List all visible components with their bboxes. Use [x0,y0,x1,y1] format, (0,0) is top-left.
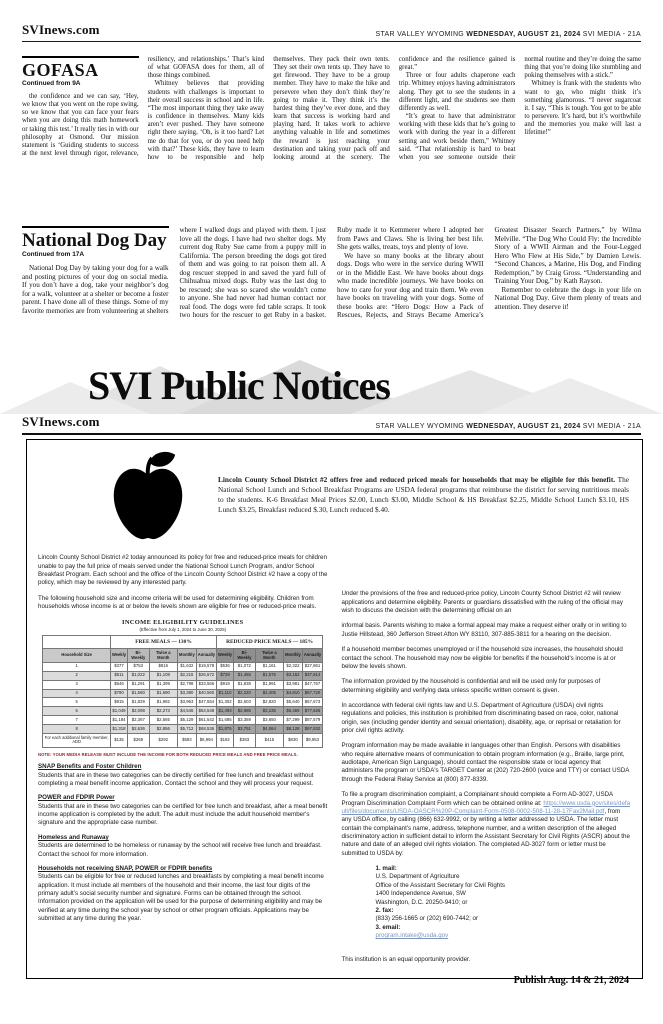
income-value-cell: $536 [217,662,234,671]
section-heading: POWER and FDPIR Power [38,794,115,802]
income-value-cell: $919 [217,680,234,689]
income-value-cell: $3,369 [234,716,256,725]
complaint-text-after: , from any USDA office, by calling (866) 632-9992, or by writing a letter addressed to USDA. The letter must contain the complainant's name, address, telephone number, and a written description of the alleged discriminatory action in sufficient detail to inform the Assistant Secretary for Civil Rights (ASCR) about the nature and date of an alleged civil rights violation. The completed AD-3027 form or letter must be submitted to USDA by: [341,807,630,857]
method-line: (833) 256-1665 or (202) 690-7442; or [375,915,479,923]
notice-right-column [342,554,632,985]
paragraph: Under the provisions of the free and reduced-price policy, Lincoln County School District #2 will review applications and determine eligibility. Parents or guardians dissatisfied with the ruling of the official may wish to discuss the decision with the determining official on an [341,590,623,615]
household-size-cell: 8 [43,725,111,734]
income-value-cell: $3,751 [234,725,256,734]
notice-columns [38,554,631,985]
income-value-cell: $1,399 [149,680,177,689]
dateline-date-2: WEDNESDAY, AUGUST 21, 2024 [466,423,581,430]
column-header: Twice a Month [255,649,283,662]
section-power [38,794,328,827]
paragraph: In accordance with federal civil rights law and U.S. Department of Agriculture (USDA) civil rights regulations and policies, this institution is prohibited from discriminating based on race, color, national origin, sex (including gender identity and sexual orientation), disability, age, or reprisal or retaliation for prior civil rights activity. [341,701,621,735]
income-value-cell: $1,049 [110,707,127,716]
income-value-cell: $728 [217,671,234,680]
table-row [43,698,323,707]
income-value-cell: $61,542 [196,716,216,725]
income-value-cell: $4,546 [178,707,197,716]
dateline-location-2: STAR VALLEY WYOMING [375,423,467,430]
income-value-cell: $1,108 [149,671,177,680]
income-value-cell: $1,991 [255,680,283,689]
household-size-cell: 7 [43,716,111,725]
income-value-cell: $2,798 [178,680,197,689]
article-gofasa-title: GOFASA [22,60,99,80]
household-size-cell: 1 [43,662,111,671]
income-value-cell: $7,299 [284,716,303,725]
section-body: Students can be eligible for free or reduced lunches and breakfasts by completing a meal benefit income application. It must include all members of the household and their income, the last four digits of the primary adult's social security number and signature. Forms can be obtained through the school. Information provided on the application will be used for the purpose of determining eligibility and may be verified at any time during the school year by school or other program officials. Applications may be submitted at any time during the year. [38,873,324,923]
method-label: 3. email: [375,923,401,931]
income-value-cell: $77,626 [302,707,322,716]
income-value-cell: $67,673 [302,698,322,707]
article-dog-day-title: National Dog Day [22,230,167,251]
complaint-paragraph [342,791,632,858]
household-size-cell: 4 [43,689,111,698]
income-value-cell: $292 [149,734,177,747]
income-value-cell: $415 [255,734,283,747]
income-value-cell: $6,994 [196,734,216,747]
income-value-cell: $1,576 [255,671,283,680]
income-value-cell: $19,578 [196,662,216,671]
income-value-cell: $1,685 [217,716,234,725]
paragraph: “It’s great to have that administrator working with these kids that he’s going to work with during the year in a different setting and work beside them,” Whitney said. “That relationship is hard to beat when you see someone outside their normal routine and they’re doing the same thing that you’re doing like stumbling and poking themselves with a stick.” [398,56,641,161]
equal-opportunity-statement: This institution is an equal opportunity provider. [341,956,471,964]
income-value-cell: $3,235 [255,707,283,716]
paragraph: Whitney believes that providing students with challenges is important to their overall success in school and in life. “The most important thing they take away is confidence in themselves. Many kids aren’t ever pushed. They have someone right there saying, ‘Oh, is it too hard? Let me do that for you, or do you need help with that?’ These kids, they have to learn how to be responsible and help themselves. They pack their own tents. They set their own tents up. They have to get firewood. They have to be a group member. They have to make the hike and persevere when they don’t think they’re going to make it. They think it’s the hardest thing they’ve ever done, and they learn that success is working hard and playing hard. It takes work to achieve anything valuable in life and sometimes the reward is just reaching your destination and taking your pack off and looking around at the scenery. The confidence and the resilience gained is great.” [147,56,516,161]
method-line: Office of the Assistant Secretary for Civil Rights [375,881,506,889]
income-value-cell: $33,566 [196,680,216,689]
paragraph: Program information may be made available in languages other than English. Persons with disabilities who require alternative means of communication to obtain program information (e.g., Braille, large print, audiotape, American Sign Language), should contact the responsible state or local agency that administers the program or USDA's TARGET Center at (202) 720-2600 (voice and TTY) or contact USDA through the Federal Relay Service at (800) 877-8339. [341,742,630,783]
income-value-cell: $97,532 [302,725,322,734]
income-value-cell: $3,981 [284,680,303,689]
table-row [43,725,323,734]
income-value-cell: $1,184 [110,716,127,725]
income-value-cell: $383 [234,734,256,747]
paragraph: Remember to celebrate the dogs in your life on National Dog Day. Give them plenty of treats and attention. They deserve it! [494,285,641,311]
paragraph: We have so many books at the library about dogs. Dogs who were in the service during WWII or in the Middle East. We have books about dogs who made incredible journeys. We have books on how to care for your dog and train them. We even have books on traveling with your dogs. Some of these books are: “Hero Dogs: How a Pack of Rescues, Rejects, and Strays Became America’s Greatest Disaster Search Partners,” by Wilma Melville. “The Dog Who Could Fly: the Incredible Story of a WWII Airman and the Four-Legged Hero Who Flew at His Side,” by Damien Lewis. “Second Chances, a Marine, His Dog, and Finding Redemption,” by Craig Gross. “Understanding and Training Your Dog,” by Kath Rayson. [337,226,641,319]
publish-dates: Publish Aug. 14 & 21, 2024 [513,974,629,986]
dateline-date: WEDNESDAY, AUGUST 21, 2024 [466,31,581,38]
household-size-cell: For each additional family member, ADD [43,734,111,747]
income-value-cell: $2,603 [234,698,256,707]
table-title: INCOME ELIGIBILITY GUIDELINES [121,618,244,626]
income-value-cell: $1,455 [234,671,256,680]
dateline-media: SVI MEDIA - 21A [580,31,641,38]
notices-header [22,414,641,435]
income-value-cell: $646 [110,680,127,689]
table-row [43,716,323,725]
income-value-cell: $1,318 [110,725,127,734]
income-value-cell: $2,405 [255,689,283,698]
column-header: Twice a Month [149,649,177,662]
public-notices-banner [0,360,663,414]
table-subtitle: (Effective from July 1, 2024 to June 30, 2025) [139,626,227,632]
income-value-cell: $1,493 [217,707,234,716]
income-value-cell: $2,565 [149,716,177,725]
table-row [43,734,323,747]
column-header: Bi-Weekly [234,649,256,662]
paragraph: the confidence and we can say, ‘Hey, we know that you went on the rope swing, so we know that you can face your fears when you are doing this math homework or taking this test.’ It really ties in with our philosophy at Osmond. Our mission statement is ‘Guiding students to success at the next level through rigor, relevance, resiliency, and relationships.’ That’s kind of what GOFASA does for them, all of those things combined. [22,56,265,158]
income-value-cell: $37,814 [302,671,322,680]
notice-intro-row [38,450,631,545]
household-size-header: Household Size [43,649,111,662]
household-size-cell: 2 [43,671,111,680]
income-value-cell: $47,767 [302,680,322,689]
income-value-cell: $5,640 [284,698,303,707]
income-value-cell: $26,572 [196,671,216,680]
media-release-note: NOTE: YOUR MEDIA RELEASE MUST INCLUDE THE INCOME FOR BOTH REDUCED PRICE MEALS AND FREE PRICE MEALS. [38,751,298,757]
income-value-cell: $3,963 [178,698,197,707]
masthead-2: SVInews.com [22,414,100,429]
income-value-cell: $1,072 [234,662,256,671]
table-row [43,689,323,698]
income-value-cell: $8,128 [284,725,303,734]
article-gofasa [22,56,641,216]
income-value-cell: $5,129 [178,716,197,725]
household-size-cell: 6 [43,707,111,716]
apple-icon [108,450,188,545]
complaint-form-link[interactable]: https://www.usda.gov/sites/default/files/documents/USDA-OASCR%20P-Complaint-Form-0508-0002-508-11-28-17Fax2Mail.pdf [341,799,631,815]
household-size-cell: 5 [43,698,111,707]
paragraph: Three or four adults chaperone each trip. Whitney enjoys having administrators along. They get to see the students in a different light, and the students see them differently as well. [398,72,516,112]
complaint-methods [376,865,632,940]
paragraph: informal basis. Parents wishing to make a formal appeal may make a request either orally or in writing to Justie Hillstead, 360 Jefferson Street Afton WY 83110, 307-885-3811 for a hearing on the decision. [341,622,627,638]
income-value-cell: $1,291 [128,680,150,689]
income-value-cell: $1,690 [149,689,177,698]
income-value-cell: $3,650 [255,716,283,725]
article-gofasa-continued: Continued from 9A [22,80,81,87]
article-dog-day [22,226,641,352]
income-value-cell: $5,712 [178,725,197,734]
income-value-cell: $47,554 [196,698,216,707]
income-value-cell: $2,636 [128,725,150,734]
notice-intro-rest: The National School Lunch and School Breakfast Programs are USDA federal programs that reimburse the district for serving nutritious meals to the students. K-6 Breakfast Meal Prices $2.00, Lunch $3.00, Middle School & HS Breakfast $2.25, Middle School Lunch $3.10, HS Lunch $3.25, Breakfast reduced $.30, Lunch reduced $.40. [218,475,629,514]
section-heading: Homeless and Runaway [38,833,109,841]
income-value-cell: $4,810 [284,689,303,698]
income-eligibility-table [42,635,323,747]
income-value-cell: $1,982 [149,698,177,707]
page-header [22,22,641,42]
usda-email-link[interactable]: program.intake@usda.gov [375,931,449,939]
column-header: Annually [196,649,216,662]
masthead: SVInews.com [22,22,100,37]
income-value-cell: $192 [217,734,234,747]
income-value-cell: $269 [128,734,150,747]
income-value-cell: $1,560 [128,689,150,698]
income-value-cell: $2,215 [178,671,197,680]
column-header: Monthly [284,649,303,662]
notice-left-column [38,554,328,985]
table-row [43,680,323,689]
method-line: 1400 Independence Avenue, SW [375,890,466,898]
dateline-2 [376,423,642,430]
section-body: Students are determined to be homeless or runaway by the school will receive free lunch and breakfast. Contact the school for more information. [38,842,322,858]
method-label: 1. mail: [375,865,397,873]
dateline-location: STAR VALLEY WYOMING [375,31,467,38]
income-value-cell: $1,022 [128,671,150,680]
income-value-cell: $2,322 [284,662,303,671]
income-value-cell: $753 [128,662,150,671]
income-value-cell: $9,953 [302,734,322,747]
income-value-cell: $27,861 [302,662,322,671]
table-row [43,671,323,680]
income-value-cell: $1,632 [178,662,197,671]
column-header: Weekly [217,649,234,662]
section-body: Students that are in these two categories can be directly certified for free lunch and breakfast without completing a meal benefit income application. Contact the school and they will process your request. [38,771,314,788]
article-dog-day-continued: Continued from 17A [22,251,85,258]
section-heading: SNAP Benefits and Foster Children [38,763,142,771]
column-header: Bi-Weekly [128,649,150,662]
income-value-cell: $2,820 [255,698,283,707]
income-value-cell: $2,098 [128,707,150,716]
income-value-cell: $1,110 [217,689,234,698]
income-value-cell: $830 [284,734,303,747]
column-header: Annually [302,649,322,662]
table-row [43,662,323,671]
legal-notice-box [26,439,643,986]
income-value-cell: $3,380 [178,689,197,698]
section-snap [38,763,328,788]
notice-intro [218,475,629,545]
income-value-cell: $54,548 [196,707,216,716]
corner-cell [43,636,111,649]
column-header: Monthly [178,649,197,662]
section-heading: Households not receiving SNAP, POWER or FDPIR benefits [38,864,213,872]
income-value-cell: $135 [110,734,127,747]
paragraph: The following household size and income criteria will be used for determining eligibility. Children from households whose income is at or below the levels shown are eligible for free or reduced-price meals. [38,594,317,611]
income-value-cell: $2,220 [234,689,256,698]
table-group-header-row [43,636,323,649]
paragraph: Whitney is frank with the students who want to go, who might think it’s something glamorous. “I never sugarcoat it. I say, “This is tough. You got to be able to persevere. It’s hard, but it’s worthwhile and the memories you make will last a lifetime!” [524,80,641,137]
income-value-cell: $1,161 [255,662,283,671]
notice-intro-lead: Lincoln County School District #2 offers free and reduced priced meals for households that may be eligible for this benefit. [218,475,616,484]
income-value-cell: $2,273 [149,707,177,716]
household-size-cell: 3 [43,680,111,689]
public-notices-title: SVI Public Notices [88,363,390,408]
income-value-cell: $4,064 [255,725,283,734]
article-gofasa-headline [22,56,139,87]
income-value-cell: $2,367 [128,716,150,725]
method-line: Washington, D.C. 20250-9410; or [375,898,468,906]
income-value-cell: $6,469 [284,707,303,716]
section-body: Students that are in these two categories can be certified for free lunch and breakfast, after a meal benefit income application is completed by the adult. The adult must include the adult household member's signature and the appropriate case number. [38,802,328,827]
income-value-cell: $2,986 [234,707,256,716]
income-value-cell: $1,302 [217,698,234,707]
income-value-cell: $1,876 [217,725,234,734]
income-value-cell: $68,536 [196,725,216,734]
reduced-meals-header: REDUCED PRICE MEALS — 185% [217,636,323,649]
table-row [43,707,323,716]
method-line: U.S. Department of Agriculture [375,873,460,881]
income-value-cell: $3,152 [284,671,303,680]
income-value-cell: $1,838 [234,680,256,689]
income-value-cell: $377 [110,662,127,671]
section-non-snap [38,865,328,924]
paragraph: National Dog Day by taking your dog for a walk and posting pictures of your dog on social media. If you don’t have a dog, take your neighbor’s dog for a walk, volunteer at a shelter or become a foster parent. I have done all of these things. Some of my favorite memories are from volunteering at shelters where I walked dogs and played with them. I just love all the dogs. I have had two shelter dogs. My current dog Ruby Sue came from a puppy mill in California. The person breeding the dogs got tired of them and was going to rat poison them all. A dog rescuer stepped in and saved the yard full of Chihuahua mixed dogs. Ruby was the last dog to be rescued; she was so scared she wouldn’t come to anyone. She had never had human contact nor real food. The dogs were fed table scraps. It took two hours for the rescuer to get Ruby in a basket. Ruby made it to Kemmerer where I adopted her from Paws and Claws. She is living her best life. She gets walks, treats, toys and plenty of love. [22,226,484,319]
column-header: Weekly [110,649,127,662]
dateline [376,31,642,38]
table-period-header-row [43,649,323,662]
income-value-cell: $57,720 [302,689,322,698]
paragraph: The information provided by the household is confidential and will be used only for purposes of determining eligibility and verifying data unless specific written consent is given. [341,678,601,694]
income-value-cell: $87,579 [302,716,322,725]
income-value-cell: $583 [178,734,197,747]
income-value-cell: $915 [110,698,127,707]
income-value-cell: $40,560 [196,689,216,698]
complaint-text-before: To file a program discrimination complaint, a Complainant should complete a Form AD-3027, USDA Program Discrimination Complaint Form which can be obtained online at: [341,791,613,807]
paragraph: Lincoln County School District #2 today announced its policy for free and reduced-price meals for children unable to pay the full price of meals served under the National School Lunch Program, and/or School Breakfast Program. Each school and the office of the Lincoln County School District #2 have a copy of the policy, which may be reviewed by any interested party. [38,554,328,587]
method-label: 2. fax: [375,906,394,914]
paragraph: If a household member becomes unemployed or if the household size increases, the household should contact the school. The household may now be eligible for benefits if the household's income is at or below the levels shown. [341,646,623,670]
article-dog-day-headline [22,226,169,258]
income-value-cell: $816 [149,662,177,671]
income-value-cell: $2,856 [149,725,177,734]
free-meals-header: FREE MEALS — 130% [110,636,216,649]
section-homeless [38,834,328,859]
income-value-cell: $780 [110,689,127,698]
income-value-cell: $1,829 [128,698,150,707]
dateline-media-2: SVI MEDIA - 21A [580,423,641,430]
income-value-cell: $511 [110,671,127,680]
